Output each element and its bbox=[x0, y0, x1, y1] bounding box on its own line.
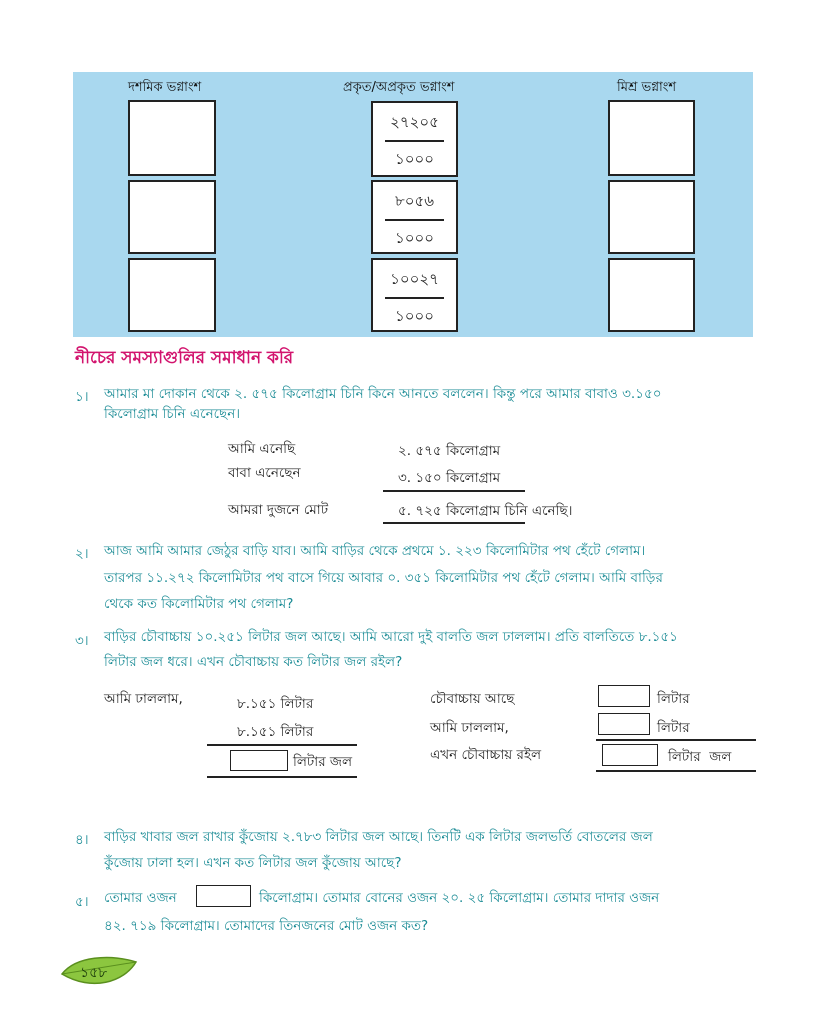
fraction-bar bbox=[385, 219, 444, 221]
q3-right-label-1: চৌবাচ্চায় আছে bbox=[430, 691, 515, 707]
q3-right-label-2: আমি ঢাললাম, bbox=[430, 720, 509, 736]
q3-left-total-line bbox=[207, 776, 357, 778]
denominator: ১০০০ bbox=[395, 307, 434, 325]
page-number-leaf bbox=[58, 952, 138, 992]
fraction-box-3 bbox=[371, 258, 458, 332]
question-number-2: ২। bbox=[75, 546, 89, 562]
q3-left-sum-line bbox=[207, 744, 357, 746]
question-5-line-1b: কিলোগ্রাম। তোমার বোনের ওজন ২০. ২৫ কিলোগ্রাম। তোমার দাদার ওজন bbox=[259, 890, 660, 906]
q3-poured-amount-box[interactable] bbox=[598, 713, 650, 735]
question-3-line-1: বাড়ির চৌবাচ্চায় ১০.২৫১ লিটার জল আছে। আমি আরো দুই বালতি জল ঢাললাম। প্রতি বালতিতে ৮.১৫১ bbox=[104, 629, 678, 645]
question-number-1: ১। bbox=[75, 389, 89, 405]
denominator: ১০০০ bbox=[395, 229, 434, 247]
question-2-line-1: আজ আমি আমার জেঠুর বাড়ি যাব। আমি বাড়ির থেকে প্রথমে ১. ২২৩ কিলোমিটার পথ হেঁটে গেলাম। bbox=[104, 543, 646, 559]
decimal-answer-box-3[interactable] bbox=[128, 258, 216, 332]
question-4-line-2: কুঁজোয় ঢালা হল। এখন কত লিটার জল কুঁজোয় আছে? bbox=[104, 855, 402, 871]
q1-row-value-2: ৩. ১৫০ কিলোগ্রাম bbox=[398, 470, 501, 486]
q3-right-total-line bbox=[596, 770, 756, 772]
q3-left-label: আমি ঢাললাম, bbox=[104, 691, 183, 707]
q3-right-unit-2: লিটার bbox=[657, 720, 690, 736]
question-2-line-2: তারপর ১১.২৭২ কিলোমিটার পথ বাসে গিয়ে আবার ০. ৩৫১ কিলোমিটার পথ হেঁটে গেলাম। আমি বাড়ির bbox=[104, 570, 663, 586]
question-number-3: ৩। bbox=[75, 633, 89, 649]
question-1-line-1: আমার মা দোকান থেকে ২. ৫৭৫ কিলোগ্রাম চিনি কিনে আনতে বললেন। কিন্তু পরে আমার বাবাও ৩.১৫০ bbox=[104, 386, 662, 402]
mixed-answer-box-2[interactable] bbox=[608, 180, 695, 254]
q1-row-label-2: বাবা এনেছেন bbox=[228, 465, 301, 481]
q3-left-result-unit: লিটার জল bbox=[293, 754, 353, 770]
q3-right-unit-3: লিটার জল bbox=[668, 749, 732, 765]
section-title: নীচের সমস্যাগুলির সমাধান করি bbox=[75, 348, 294, 368]
q3-right-unit-1: লিটার bbox=[657, 691, 690, 707]
q1-row-label-1: আমি এনেছি bbox=[228, 441, 296, 457]
q3-left-answer-box[interactable] bbox=[230, 750, 288, 771]
q5-weight-answer-box[interactable] bbox=[196, 885, 251, 907]
question-number-4: ৪। bbox=[75, 832, 89, 848]
question-number-5: ৫। bbox=[75, 894, 89, 910]
header-decimal-fraction: দশমিক ভগ্নাংশ bbox=[128, 80, 202, 95]
q3-tank-amount-box[interactable] bbox=[598, 685, 650, 707]
q1-row-value-3: ৫. ৭২৫ কিলোগ্রাম চিনি এনেছি। bbox=[398, 503, 573, 519]
numerator: ১০০২৭ bbox=[390, 270, 439, 288]
question-5-line-2: ৪২. ৭১৯ কিলোগ্রাম। তোমাদের তিনজনের মোট ওজন কত? bbox=[104, 918, 429, 934]
header-proper-improper-fraction: প্রকৃত/অপ্রকৃত ভগ্নাংশ bbox=[343, 80, 455, 95]
numerator: ৮০৫৬ bbox=[395, 192, 434, 210]
mixed-answer-box-3[interactable] bbox=[608, 258, 695, 332]
q1-total-line bbox=[383, 522, 525, 524]
q3-left-value-1: ৮.১৫১ লিটার bbox=[237, 696, 314, 712]
question-1-line-2: কিলোগ্রাম চিনি এনেছেন। bbox=[104, 406, 241, 422]
question-3-line-2: লিটার জল ধরে। এখন চৌবাচ্চায় কত লিটার জল রইল? bbox=[104, 654, 403, 670]
decimal-answer-box-1[interactable] bbox=[128, 100, 216, 176]
fraction-bar bbox=[385, 297, 444, 299]
header-mixed-fraction: মিশ্র ভগ্নাংশ bbox=[617, 80, 677, 95]
q3-remaining-amount-box[interactable] bbox=[602, 744, 658, 766]
fraction-bar bbox=[385, 140, 444, 142]
q3-right-sum-line bbox=[596, 739, 756, 741]
q3-right-label-3: এখন চৌবাচ্চায় রইল bbox=[430, 747, 542, 763]
fraction-box-1 bbox=[371, 101, 458, 177]
page-number: ১৫৮ bbox=[80, 965, 108, 981]
q1-sum-line bbox=[383, 490, 525, 492]
q1-row-label-3: আমরা দুজনে মোট bbox=[228, 502, 329, 518]
fraction-box-2 bbox=[371, 180, 458, 254]
q3-left-value-2: ৮.১৫১ লিটার bbox=[237, 724, 314, 740]
denominator: ১০০০ bbox=[395, 150, 434, 168]
question-4-line-1: বাড়ির খাবার জল রাখার কুঁজোয় ২.৭৮৩ লিটার জল আছে। তিনটি এক লিটার জলভর্তি বোতলের জল bbox=[104, 829, 653, 845]
q1-row-value-1: ২. ৫৭৫ কিলোগ্রাম bbox=[398, 443, 501, 459]
mixed-answer-box-1[interactable] bbox=[608, 100, 695, 176]
question-5-line-1a: তোমার ওজন bbox=[104, 890, 177, 906]
question-2-line-3: থেকে কত কিলোমিটার পথ গেলাম? bbox=[104, 596, 294, 612]
decimal-answer-box-2[interactable] bbox=[128, 180, 216, 254]
numerator: ২৭২০৫ bbox=[390, 113, 439, 131]
